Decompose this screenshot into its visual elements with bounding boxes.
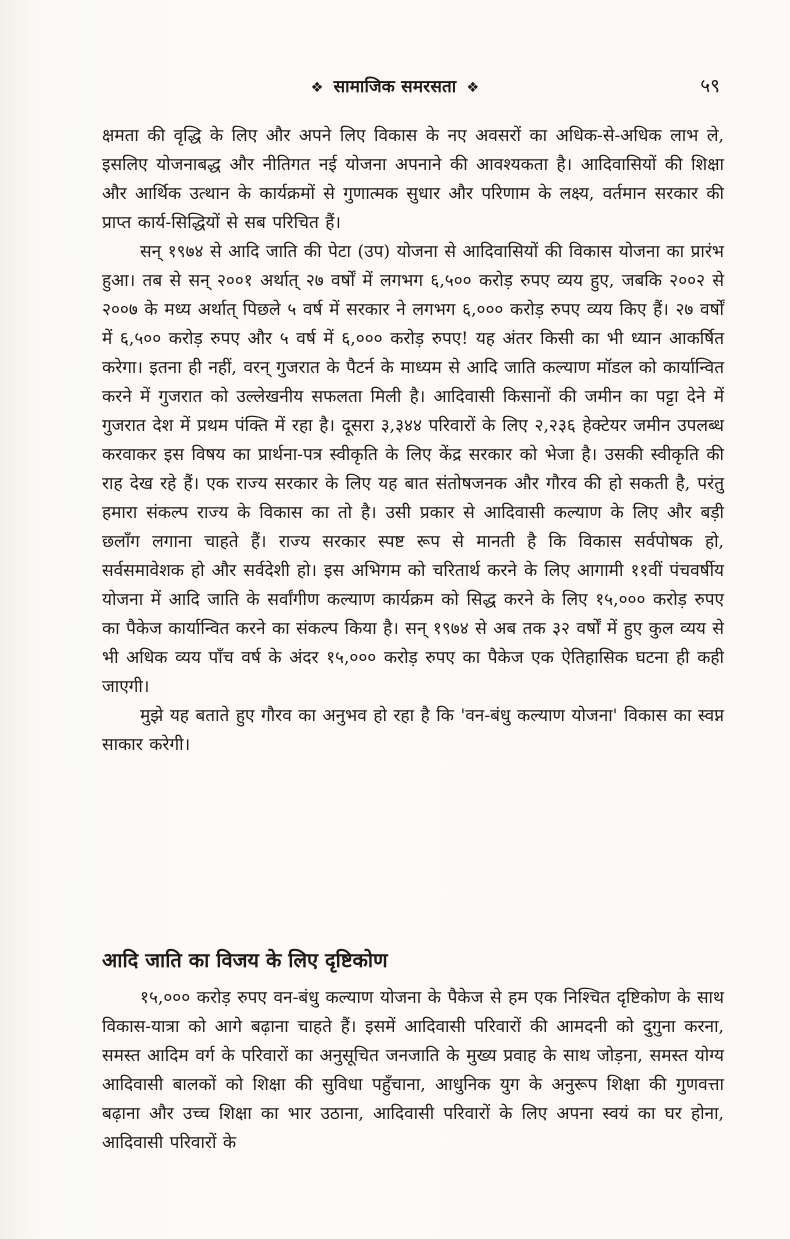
section-heading: आदि जाति का विजय के लिए दृष्टिकोण xyxy=(102,948,388,972)
paragraph-continuation: क्षमता की वृद्धि के लिए और अपने लिए विकास के नए अवसरों का अधिक-से-अधिक लाभ ले, इसलिए योजनाबद्ध और नीतिगत नई योजना अपनाने की आवश्यकता है। आदिवासियों की शिक्षा और आर्थिक उत्थान के कार्यक्रमों से गुणात्मक सुधार और परिणाम के लक्ष्य, वर्तमान सरकार की प्राप्त कार्य-सिद्धियों से सब परिचित हैं। xyxy=(102,126,724,233)
ornament-left-icon: ❖ xyxy=(310,80,324,96)
section-body xyxy=(102,984,724,1158)
paragraph-vanbandhu: मुझे यह बताते हुए गौरव का अनुभव हो रहा है कि 'वन-बंधु कल्याण योजना' विकास का स्वप्न साकार करेगी। xyxy=(102,706,724,755)
running-header xyxy=(0,74,790,97)
ornament-right-icon: ❖ xyxy=(466,80,480,96)
section-paragraph: १५,००० करोड़ रुपए वन-बंधु कल्याण योजना के पैकेज से हम एक निश्चित दृष्टिकोण के साथ विकास-यात्रा को आगे बढ़ाना चाहते हैं। इसमें आदिवासी परिवारों की आमदनी को दुगुना करना, समस्त आदिम वर्ग के परिवारों का अनुसूचित जनजाति के मुख्य प्रवाह के साथ जोड़ना, समस्त योग्य आदिवासी बालकों को शिक्षा की सुविधा पहुँचाना, आधुनिक युग के अनुरूप शिक्षा की गुणवत्ता बढ़ाना और उच्च शिक्षा का भार उठाना, आदिवासी परिवारों के लिए अपना स्वयं का घर होना, आदिवासी परिवारों के xyxy=(102,988,724,1153)
paragraph-budget: सन् १९७४ से आदि जाति की पेटा (उप) योजना से आदिवासियों की विकास योजना का प्रारंभ हुआ। तब से सन् २००१ अर्थात् २७ वर्षों में लगभग ६,५०० करोड़ रुपए व्यय हुए, जबकि २००२ से २००७ के मध्य अर्थात् पिछले ५ वर्ष में सरकार ने लगभग ६,००० करोड़ रुपए व्यय किए हैं। २७ वर्षों में ६,५०० करोड़ रुपए और ५ वर्ष में ६,००० करोड़ रुपए! यह अंतर किसी का भी ध्यान आकर्षित करेगा। इतना ही नहीं, वरन् गुजरात के पैटर्न के माध्यम से आदि जाति कल्याण मॉडल को कार्यान्वित करने में गुजरात को उल्लेखनीय सफलता मिली है। आदिवासी किसानों की जमीन का पट्टा देने में गुजरात देश में प्रथम पंक्ति में रहा है। दूसरा ३,३४४ परिवारों के लिए २,२३६ हेक्टेयर जमीन उपलब्ध करवाकर इस विषय का प्रार्थना-पत्र स्वीकृति के लिए केंद्र सरकार को भेजा है। उसकी स्वीकृति की राह देख रहे हैं। एक राज्य सरकार के लिए यह बात संतोषजनक और गौरव की हो सकती है, परंतु हमारा संकल्प राज्य के विकास का तो है। उसी प्रकार से आदिवासी कल्याण के लिए और बड़ी छलाँग लगाना चाहते हैं। राज्य सरकार स्पष्ट रूप से मानती है कि विकास सर्वपोषक हो, सर्वसमावेशक हो और सर्वदेशी हो। इस अभिगम को चरितार्थ करने के लिए आगामी ११वीं पंचवर्षीय योजना में आदि जाति के सर्वांगीण कल्याण कार्यक्रम को सिद्ध करने के लिए १५,००० करोड़ रुपए का पैकेज कार्यान्वित करने का संकल्प किया है। सन् १९७४ से अब तक ३२ वर्षों में हुए कुल व्यय से भी अधिक व्यय पाँच वर्ष के अंदर १५,००० करोड़ रुपए का पैकेज एक ऐतिहासिक घटना ही कही जाएगी। xyxy=(102,242,724,697)
body-text xyxy=(102,122,724,760)
page-number: ५९ xyxy=(700,75,720,97)
running-title: सामाजिक समरसता xyxy=(333,77,457,97)
